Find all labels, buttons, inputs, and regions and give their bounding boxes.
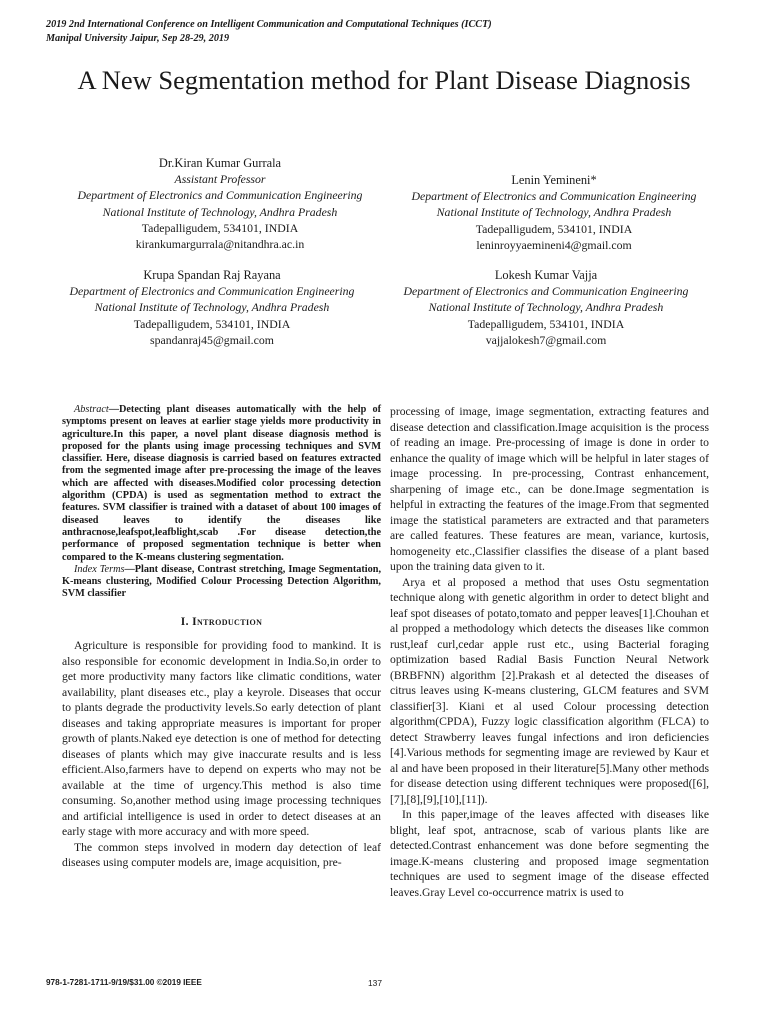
right-paragraph-1: processing of image, image segmentation, extracting features and disease detection and classification.Image acquisition is the process of reading an image. Pre-processing of image is done in order to enhance the quality of image which will be helpful in later stages of image processing. In pre-processing, Contrast enhancement, sharpening of image etc., can be done.Image segmentation is helpful in extracting the features of the image.From that segmented image the statistical parameters are extracted and that parameters are called features. These features are mean, variance, kurtosis, homogeneity etc.,Classifier classifies the disease of a plant based upon the training data given to it. (390, 405, 709, 573)
left-column (62, 404, 381, 871)
abstract-text: —Detecting plant diseases automatically with the help of symptoms present on leaves at earlier stage yields more productivity in agriculture.In this paper, a novel plant disease diagnosis method is proposed for the plants using image processing techniques and SVM classifier. Here, disease diagnosis is carried based on features extracted from the segmented image after pre-processing the image of the leaves which are affected with diseases.Modified color processing detection algorithm (CPDA) is used as segmentation method to extract the features. SVM classifier is trained with a dataset of about 100 images of diseased leaves to identify the diseases like anthracnose,leafspot,leafblight,scab .For disease detection,the performance of proposed segmentation technique is better when compared to the K-means clustering segmentation. (62, 404, 381, 563)
author-position: Assistant Professor (174, 172, 266, 187)
abstract-label: Abstract (74, 404, 109, 415)
conference-venue: Manipal University Jaipur, Sep 28-29, 2019 (46, 32, 230, 44)
author-address: Tadepalligudem, 534101, INDIA (467, 316, 625, 331)
author-department: Department of Electronics and Communication Engineering (69, 284, 355, 299)
intro-paragraph-1: Agriculture is responsible for providing food to mankind. It is also responsible for economic development in India.So,in order to get more productivity many factors like climatic conditions, water availability, plant diseases etc., play a keyrole. Diseases that occur to plants degrade the productivity levels.So early detection of plant diseases and taking appropriate measures is important for proper growth of plants.Naked eye detection is one of method for detecting diseases of plants which may give inaccurate results and is less efficient.Also,farmers have to depend on experts who may not be available at the time of urgency.This method is also time consuming. So,another method using image processing techniques and artificial intelligence is used in order to detect diseases at an early stage with more accuracy and with more speed. (62, 639, 381, 839)
author-block-1 (46, 155, 394, 252)
author-email: spandanraj45@gmail.com (150, 332, 274, 347)
right-paragraph-2: Arya et al proposed a method that uses Ostu segmentation technique along with genetic algorithm in order to detect blight and leaf spot diseases of potato,tomato and pepper leaves[1].Chouhan et al propped a methodology which detects the diseases like common rust,leaf curl,cedar apple rust etc., using Bacterial foraging optimization based Radial Basis Function Neural Network (BRBFNN) algorithm [2].Prakash et al detected the diseases of citrus leaves using K-means clustering, GLCM features and SVM classifier[3]. Kiani et al used Colour processing detection algorithm(CPDA), Fuzzy logic classification algorithm (FLCA) to detect Strawberry leaves fungal infections and iron deficiencies [4].Various methods for segmenting image are reviewed by Kaur et al and have been proposed in their literature[5].Many other methods for disease detection using different techniques were proposed([6],[7],[8],[9],[10],[11]). (390, 575, 709, 806)
author-name: Lokesh Kumar Vajja (494, 268, 598, 282)
conference-name: 2019 2nd International Conference on Intelligent Communication and Computational Techniques (ICCT) (46, 19, 492, 30)
index-terms-label: Index Terms (74, 563, 125, 575)
author-department: Department of Electronics and Communication Engineering (403, 284, 689, 299)
author-name: Lenin Yemineni* (511, 173, 597, 187)
author-department: Department of Electronics and Communication Engineering (411, 189, 697, 204)
author-institute: National Institute of Technology, Andhra Pradesh (94, 300, 330, 315)
conference-header (46, 18, 726, 45)
author-email: kirankumargurrala@nitandhra.ac.in (135, 237, 305, 252)
paper-title: A New Segmentation method for Plant Disease Diagnosis (77, 65, 691, 95)
abstract (62, 404, 381, 564)
author-email: leninroyyaemineni4@gmail.com (476, 237, 632, 252)
author-block-2 (392, 172, 716, 253)
author-institute: National Institute of Technology, Andhra Pradesh (102, 204, 338, 219)
index-terms-text: —Plant disease, Contrast stretching, Image Segmentation, K-means clustering, Modified Colour Processing Detection Algorithm, SVM classifier (62, 563, 382, 600)
author-address: Tadepalligudem, 534101, INDIA (475, 221, 633, 236)
page-number: 137 (368, 978, 382, 988)
intro-paragraph-2: The common steps involved in modern day detection of leaf diseases using computer models are, image acquisition, pre- (62, 840, 381, 870)
author-block-4 (380, 267, 712, 348)
author-name: Krupa Spandan Raj Rayana (143, 268, 281, 282)
author-block-3 (42, 267, 382, 348)
index-terms (62, 564, 381, 601)
author-address: Tadepalligudem, 534101, INDIA (133, 316, 291, 331)
right-column (390, 404, 709, 900)
right-paragraph-3: In this paper,image of the leaves affected with diseases like blight, leaf spot, antracnose, scab of various plants like are detected.Contrast enhancement was done before segmenting the image.K-means clustering and proposed image segmentation techniques are used to segment image of the disease effected leaves.Gray Level co-occurrence matrix is used to (390, 808, 709, 899)
author-institute: National Institute of Technology, Andhra Pradesh (436, 205, 672, 220)
author-email: vajjalokesh7@gmail.com (485, 332, 607, 347)
author-name: Dr.Kiran Kumar Gurrala (158, 156, 282, 170)
author-address: Tadepalligudem, 534101, INDIA (141, 220, 299, 235)
author-institute: National Institute of Technology, Andhra Pradesh (428, 300, 664, 315)
footer-isbn: 978-1-7281-1711-9/19/$31.00 ©2019 IEEE (46, 978, 202, 987)
author-department: Department of Electronics and Communication Engineering (77, 188, 363, 203)
section-heading-introduction: I. Introduction (180, 615, 263, 628)
